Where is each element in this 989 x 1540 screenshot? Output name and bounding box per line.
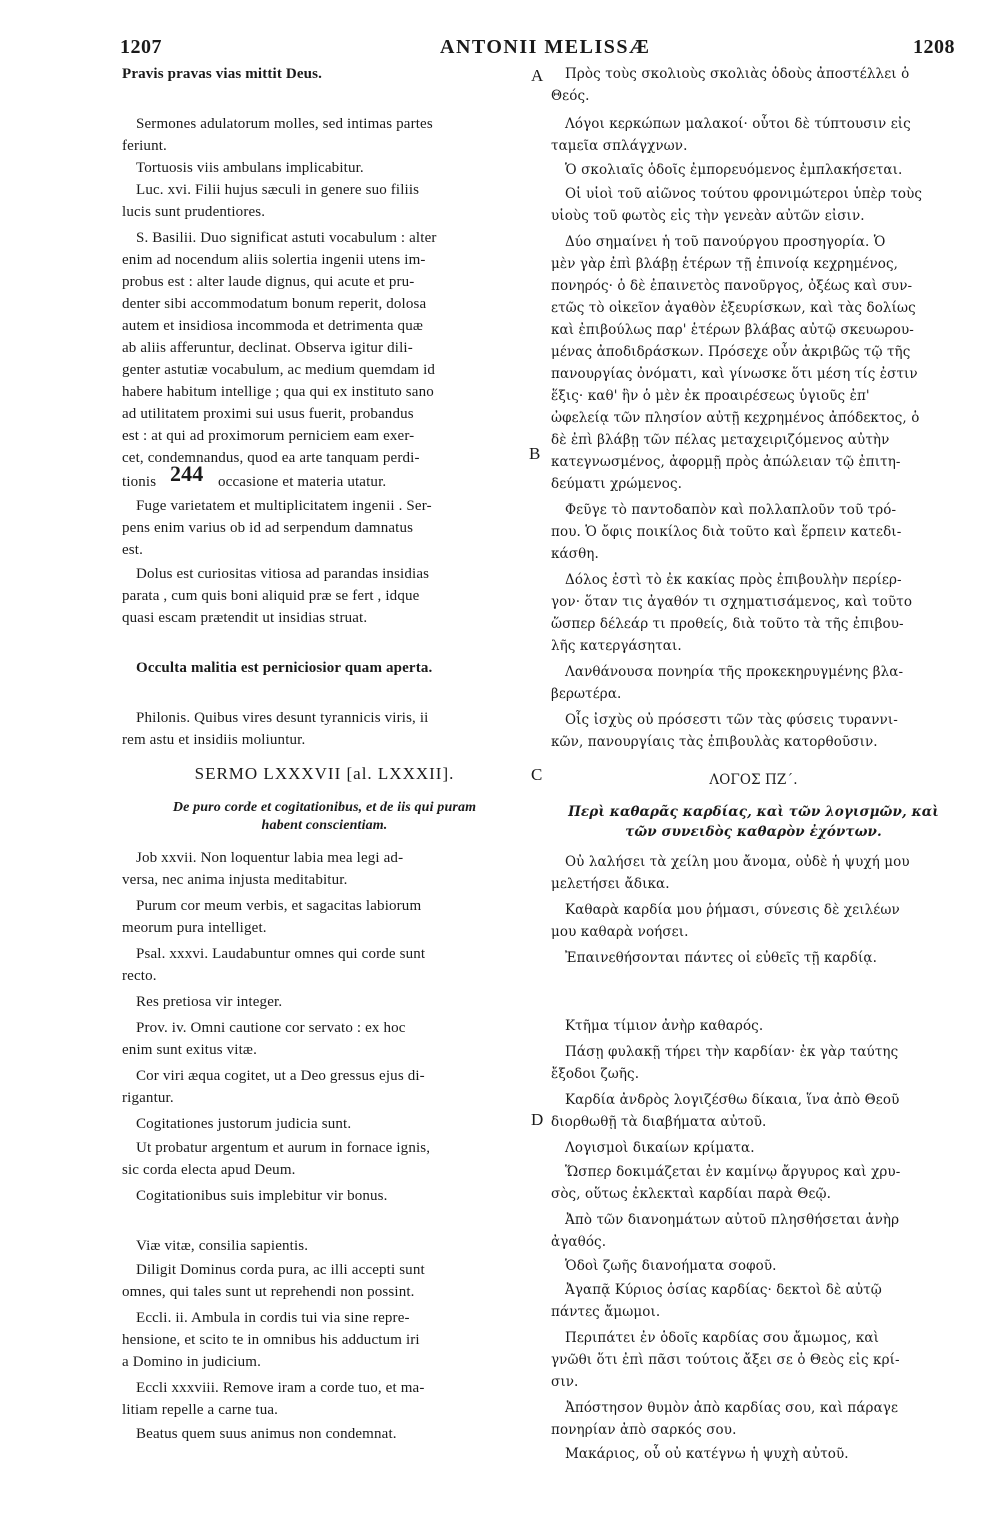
greek-line: διορθωθῇ τὰ διαβήματα αὐτοῦ.: [551, 1114, 767, 1130]
latin-line: Eccli. ii. Ambula in cordis tui via sine repre-: [136, 1310, 410, 1326]
right-page-number: 1208: [913, 36, 955, 58]
greek-line: γνῶθι ὅτι ἐπὶ πᾶσι τούτοις ἄξει σε ὁ Θεὸς εἰς κρί-: [551, 1352, 900, 1368]
greek-line: Οἱ υἱοὶ τοῦ αἰῶνος τούτου φρονιμώτεροι ὑπὲρ τοὺς: [565, 186, 923, 202]
latin-line: recto.: [122, 968, 157, 984]
latin-line: versa, nec anima injusta meditabitur.: [122, 872, 348, 888]
latin-line: feriunt.: [122, 138, 167, 154]
latin-line: Fuge varietatem et multiplicitatem ingenii . Ser-: [136, 498, 432, 514]
greek-line: πάντες ἄμωμοι.: [551, 1304, 661, 1320]
latin-line: quasi escam prætendit ut insidias struat.: [122, 610, 368, 626]
latin-line: Cor viri æqua cogitet, ut a Deo gressus ejus di-: [136, 1068, 425, 1084]
latin-line: S. Basilii. Duo significat astuti vocabulum : alter: [136, 230, 437, 246]
latin-line: Tortuosis viis ambulans implicabitur.: [136, 160, 364, 176]
margin-letter-c: C: [531, 765, 543, 784]
latin-line: Pravis pravas vias mittit Deus.: [122, 66, 323, 82]
sermo-subtitle: habent conscientiam.: [261, 818, 388, 833]
greek-line: πανουργίας ὀνόματι, καὶ γίνωσκε ὅτι μέση τίς ἐστιν: [551, 366, 918, 382]
greek-line: Περιπάτει ἐν ὁδοῖς καρδίας σου ἄμωμος, καὶ: [565, 1330, 880, 1346]
latin-line: pens enim varius ob id ad serpendum damnatus: [122, 520, 414, 536]
margin-letter-a: A: [531, 66, 544, 85]
latin-line: Sermones adulatorum molles, sed intimas partes: [136, 116, 433, 132]
margin-letter-d: D: [531, 1110, 544, 1129]
greek-line: δὲ ἐπὶ βλάβῃ τῶν πέλας μεταχειριζόμενος αὐτὴν: [551, 432, 890, 448]
greek-line: Μακάριος, οὗ οὐ κατέγνω ἡ ψυχὴ αὐτοῦ.: [565, 1446, 849, 1462]
latin-line: denter sibi accommodatum bonum reperit, dolosa: [122, 296, 427, 312]
greek-line: υἱοὺς τοῦ φωτὸς εἰς τὴν γενεὰν αὐτῶν εἰσιν.: [551, 208, 865, 224]
greek-line: Ὁ σκολιαῖς ὁδοῖς ἐμπορευόμενος ἐμπλακήσεται.: [565, 162, 903, 178]
latin-line: litiam repelle a carne tua.: [122, 1402, 279, 1418]
greek-line: Φεῦγε τὸ παντοδαπὸν καὶ πολλαπλοῦν τοῦ τρό-: [565, 502, 897, 518]
latin-line: occasione et materia utatur.: [218, 474, 387, 490]
greek-line: Δόλος ἐστὶ τὸ ἐκ κακίας πρὸς ἐπιβουλὴν περίερ-: [565, 572, 902, 588]
latin-line: lucis sunt prudentiores.: [122, 204, 266, 220]
latin-line: Job xxvii. Non loquentur labia mea legi ad-: [136, 850, 404, 866]
latin-line: ad utilitatem proximi sui usus fuerit, probandus: [122, 406, 414, 422]
greek-line: Ἐπαινεθήσονται πάντες οἱ εὐθεῖς τῇ καρδίᾳ.: [565, 950, 877, 966]
latin-line: Cogitationibus suis implebitur vir bonus.: [136, 1188, 388, 1204]
logos-subtitle: Περὶ καθαρᾶς καρδίας, καὶ τῶν λογισμῶν, καὶ: [568, 804, 939, 820]
latin-line: Cogitationes justorum judicia sunt.: [136, 1116, 352, 1132]
left-page-number: 1207: [120, 36, 162, 58]
latin-line: Ut probatur argentum et aurum in fornace ignis,: [136, 1140, 431, 1156]
latin-line: Res pretiosa vir integer.: [136, 994, 283, 1010]
greek-line: βερωτέρα.: [551, 686, 622, 702]
greek-line: ὥσπερ δέλεάρ τι προθείς, διὰ τοῦτο τὰ τῆς ἐπιβου-: [551, 616, 904, 632]
greek-line: πονηρός· ὁ δὲ ἐπαινετὸς πανοῦργος, ὀξέως καὶ συν-: [551, 278, 913, 294]
greek-line: ἕξις· καθ' ἣν ὁ μὲν ἐκ προαιρέσεως ὑγιοῦς ἐπ': [551, 388, 870, 404]
greek-line: Ὁδοὶ ζωῆς διανοήματα σοφοῦ.: [565, 1258, 777, 1274]
greek-line: Κτῆμα τίμιον ἀνὴρ καθαρός.: [565, 1018, 764, 1034]
latin-line: Dolus est curiositas vitiosa ad parandas insidias: [136, 566, 430, 582]
greek-line: μελετήσει ἄδικα.: [551, 876, 670, 892]
latin-line: ab aliis afferuntur, declinat. Observa igitur dili-: [122, 340, 413, 356]
greek-line: Οὐ λαλήσει τὰ χείλη μου ἄνομα, οὐδὲ ἡ ψυχή μου: [565, 854, 910, 870]
greek-line: που. Ὁ ὄφις ποικίλος διὰ τοῦτο καὶ ἕρπειν κατεδι-: [551, 524, 902, 540]
latin-line: est : at qui ad proximorum perniciem eam exer-: [122, 428, 415, 444]
greek-line: Ὥσπερ δοκιμάζεται ἐν καμίνῳ ἄργυρος καὶ χρυ-: [565, 1164, 901, 1180]
latin-line: a Domino in judicium.: [122, 1354, 261, 1370]
column-number: 244: [170, 461, 204, 486]
greek-line: ἀγαθός.: [551, 1234, 607, 1250]
greek-line: σιν.: [551, 1374, 579, 1390]
greek-line: Λόγοι κερκώπων μαλακοί· οὗτοι δὲ τύπτουσιν εἰς: [565, 116, 911, 132]
greek-line: Καρδία ἀνδρὸς λογιζέσθω δίκαια, ἵνα ἀπὸ Θεοῦ: [565, 1092, 900, 1108]
latin-line: Occulta malitia est perniciosior quam aperta.: [136, 660, 433, 676]
latin-line: Beatus quem suus animus non condemnat.: [136, 1426, 397, 1442]
latin-line: Diligit Dominus corda pura, ac illi accepti sunt: [136, 1262, 425, 1278]
latin-line: hensione, et scito te in omnibus his adductum iri: [122, 1332, 420, 1348]
sermo-heading: SERMO LXXXVII [al. LXXXII].: [194, 764, 455, 783]
running-title: ANTONII MELISSÆ: [440, 36, 651, 58]
greek-line: Δύο σημαίνει ἡ τοῦ πανούργου προσηγορία. Ὁ: [565, 234, 886, 250]
greek-line: καὶ ἐπιβούλως παρ' ἑτέρων βλάβας αὐτῷ σκευωρου-: [551, 322, 914, 338]
latin-line: sic corda electa apud Deum.: [122, 1162, 296, 1178]
greek-line: Θεός.: [551, 88, 590, 104]
latin-line: rem astu et insidiis moliuntur.: [122, 732, 306, 748]
greek-line: πονηρίαν ἀπὸ σαρκός σου.: [551, 1422, 737, 1438]
greek-line: Ἀγαπᾷ Κύριος ὁσίας καρδίας· δεκτοὶ δὲ αὐτῷ: [565, 1282, 882, 1298]
latin-line: autem et insidiosa incommoda et detrimenta quæ: [122, 318, 423, 334]
latin-line: parata , cum quis boni aliquid præ se fert , idque: [122, 588, 420, 604]
greek-line: κατεγνωσμένος, ἀφορμῇ πρὸς ἀπώλειαν τῷ ἐπιτη-: [551, 454, 901, 470]
latin-line: cet, condemnandus, quod ea arte tanquam perdi-: [122, 450, 420, 466]
greek-line: ἔξοδοι ζωῆς.: [551, 1066, 640, 1082]
greek-line: δεύματι χρώμενος.: [551, 476, 683, 492]
latin-line: tionis: [122, 474, 157, 490]
greek-line: μένας ἀποδιδράσκων. Πρόσεχε οὖν ἀκριβῶς τῷ τῆς: [551, 344, 911, 360]
greek-line: Καθαρὰ καρδία μου ῥήμασι, σύνεσις δὲ χειλέων: [565, 902, 900, 918]
greek-line: Πρὸς τοὺς σκολιοὺς σκολιὰς ὁδοὺς ἀποστέλλει ὁ: [565, 66, 910, 82]
greek-line: ταμεῖα σπλάγχνων.: [551, 138, 688, 154]
latin-line: meorum pura intelliget.: [122, 920, 267, 936]
greek-line: κάσθη.: [551, 546, 599, 562]
greek-line: μὲν γὰρ ἐπὶ βλάβῃ ἑτέρων τῇ ἐπινοίᾳ κεχρημένος,: [551, 256, 899, 272]
latin-line: habere habitum intellige ; qua qui ex instituto sano: [122, 384, 434, 400]
greek-line: σὸς, οὕτως ἐκλεκταὶ καρδίαι παρὰ Θεῷ.: [551, 1186, 831, 1202]
latin-line: Philonis. Quibus vires desunt tyrannicis viris, ii: [136, 710, 429, 726]
greek-line: ετῶς τὸ οἰκεῖον ἀγαθὸν ἐξευρίσκων, καὶ τὰς δολίως: [551, 300, 916, 316]
latin-line: Viæ vitæ, consilia sapientis.: [136, 1238, 309, 1254]
greek-line: Οἷς ἰσχὺς οὐ πρόσεστι τῶν τὰς φύσεις τυραννι-: [565, 712, 898, 728]
latin-line: omnes, qui tales sunt ut reprehendi non possint.: [122, 1284, 415, 1300]
greek-line: λῆς κατεργάσηται.: [551, 638, 682, 654]
latin-line: Luc. xvi. Filii hujus sæculi in genere suo filiis: [136, 182, 420, 198]
greek-line: Πάσῃ φυλακῇ τήρει τὴν καρδίαν· ἐκ γὰρ ταύτης: [565, 1044, 899, 1060]
greek-line: Ἀπὸ τῶν διανοημάτων αὐτοῦ πλησθήσεται ἀνὴρ: [565, 1212, 900, 1228]
logos-subtitle: τῶν συνειδὸς καθαρὸν ἐχόντων.: [625, 824, 882, 840]
greek-line: ὠφελείᾳ τῶν πλησίον αὐτῇ κεχρημένος ἀπόδεκτος, ὁ: [551, 410, 920, 426]
greek-line: μου καθαρὰ νοήσει.: [551, 924, 689, 940]
latin-line: probus est : alter laude dignus, qui acute et pru-: [122, 274, 415, 290]
latin-line: Prov. iv. Omni cautione cor servato : ex hoc: [136, 1020, 406, 1036]
sermo-subtitle: De puro corde et cogitationibus, et de iis qui puram: [172, 800, 477, 815]
greek-line: Λογισμοὶ δικαίων κρίματα.: [565, 1140, 755, 1156]
latin-line: Eccli xxxviii. Remove iram a corde tuo, et ma-: [136, 1380, 425, 1396]
latin-line: Psal. xxxvi. Laudabuntur omnes qui corde sunt: [136, 946, 426, 962]
latin-line: genter astutiæ vocabulum, ac medium quemdam id: [122, 362, 436, 378]
latin-line: est.: [122, 542, 144, 558]
latin-line: rigantur.: [122, 1090, 174, 1106]
greek-line: κῶν, πανουργίαις τὰς ἐπιβουλὰς κατορθοῦσιν.: [551, 734, 878, 750]
latin-line: enim sunt exitus vitæ.: [122, 1042, 257, 1058]
greek-line: Ἀπόστησον θυμὸν ἀπὸ καρδίας σου, καὶ πάραγε: [565, 1400, 899, 1416]
latin-line: Purum cor meum verbis, et sagacitas labiorum: [136, 898, 422, 914]
latin-line: enim ad nocendum aliis solertia ingenii utens im-: [122, 252, 426, 268]
greek-line: γον· ὅταν τις ἀγαθόν τι σχηματισάμενος, καὶ τοῦτο: [551, 594, 913, 610]
greek-line: Λανθάνουσα πονηρία τῆς προκεκηρυγμένης βλα-: [565, 664, 904, 680]
margin-letter-b: B: [529, 444, 541, 463]
logos-heading: ΛΟΓΟΣ ΠΖ΄.: [709, 772, 798, 788]
